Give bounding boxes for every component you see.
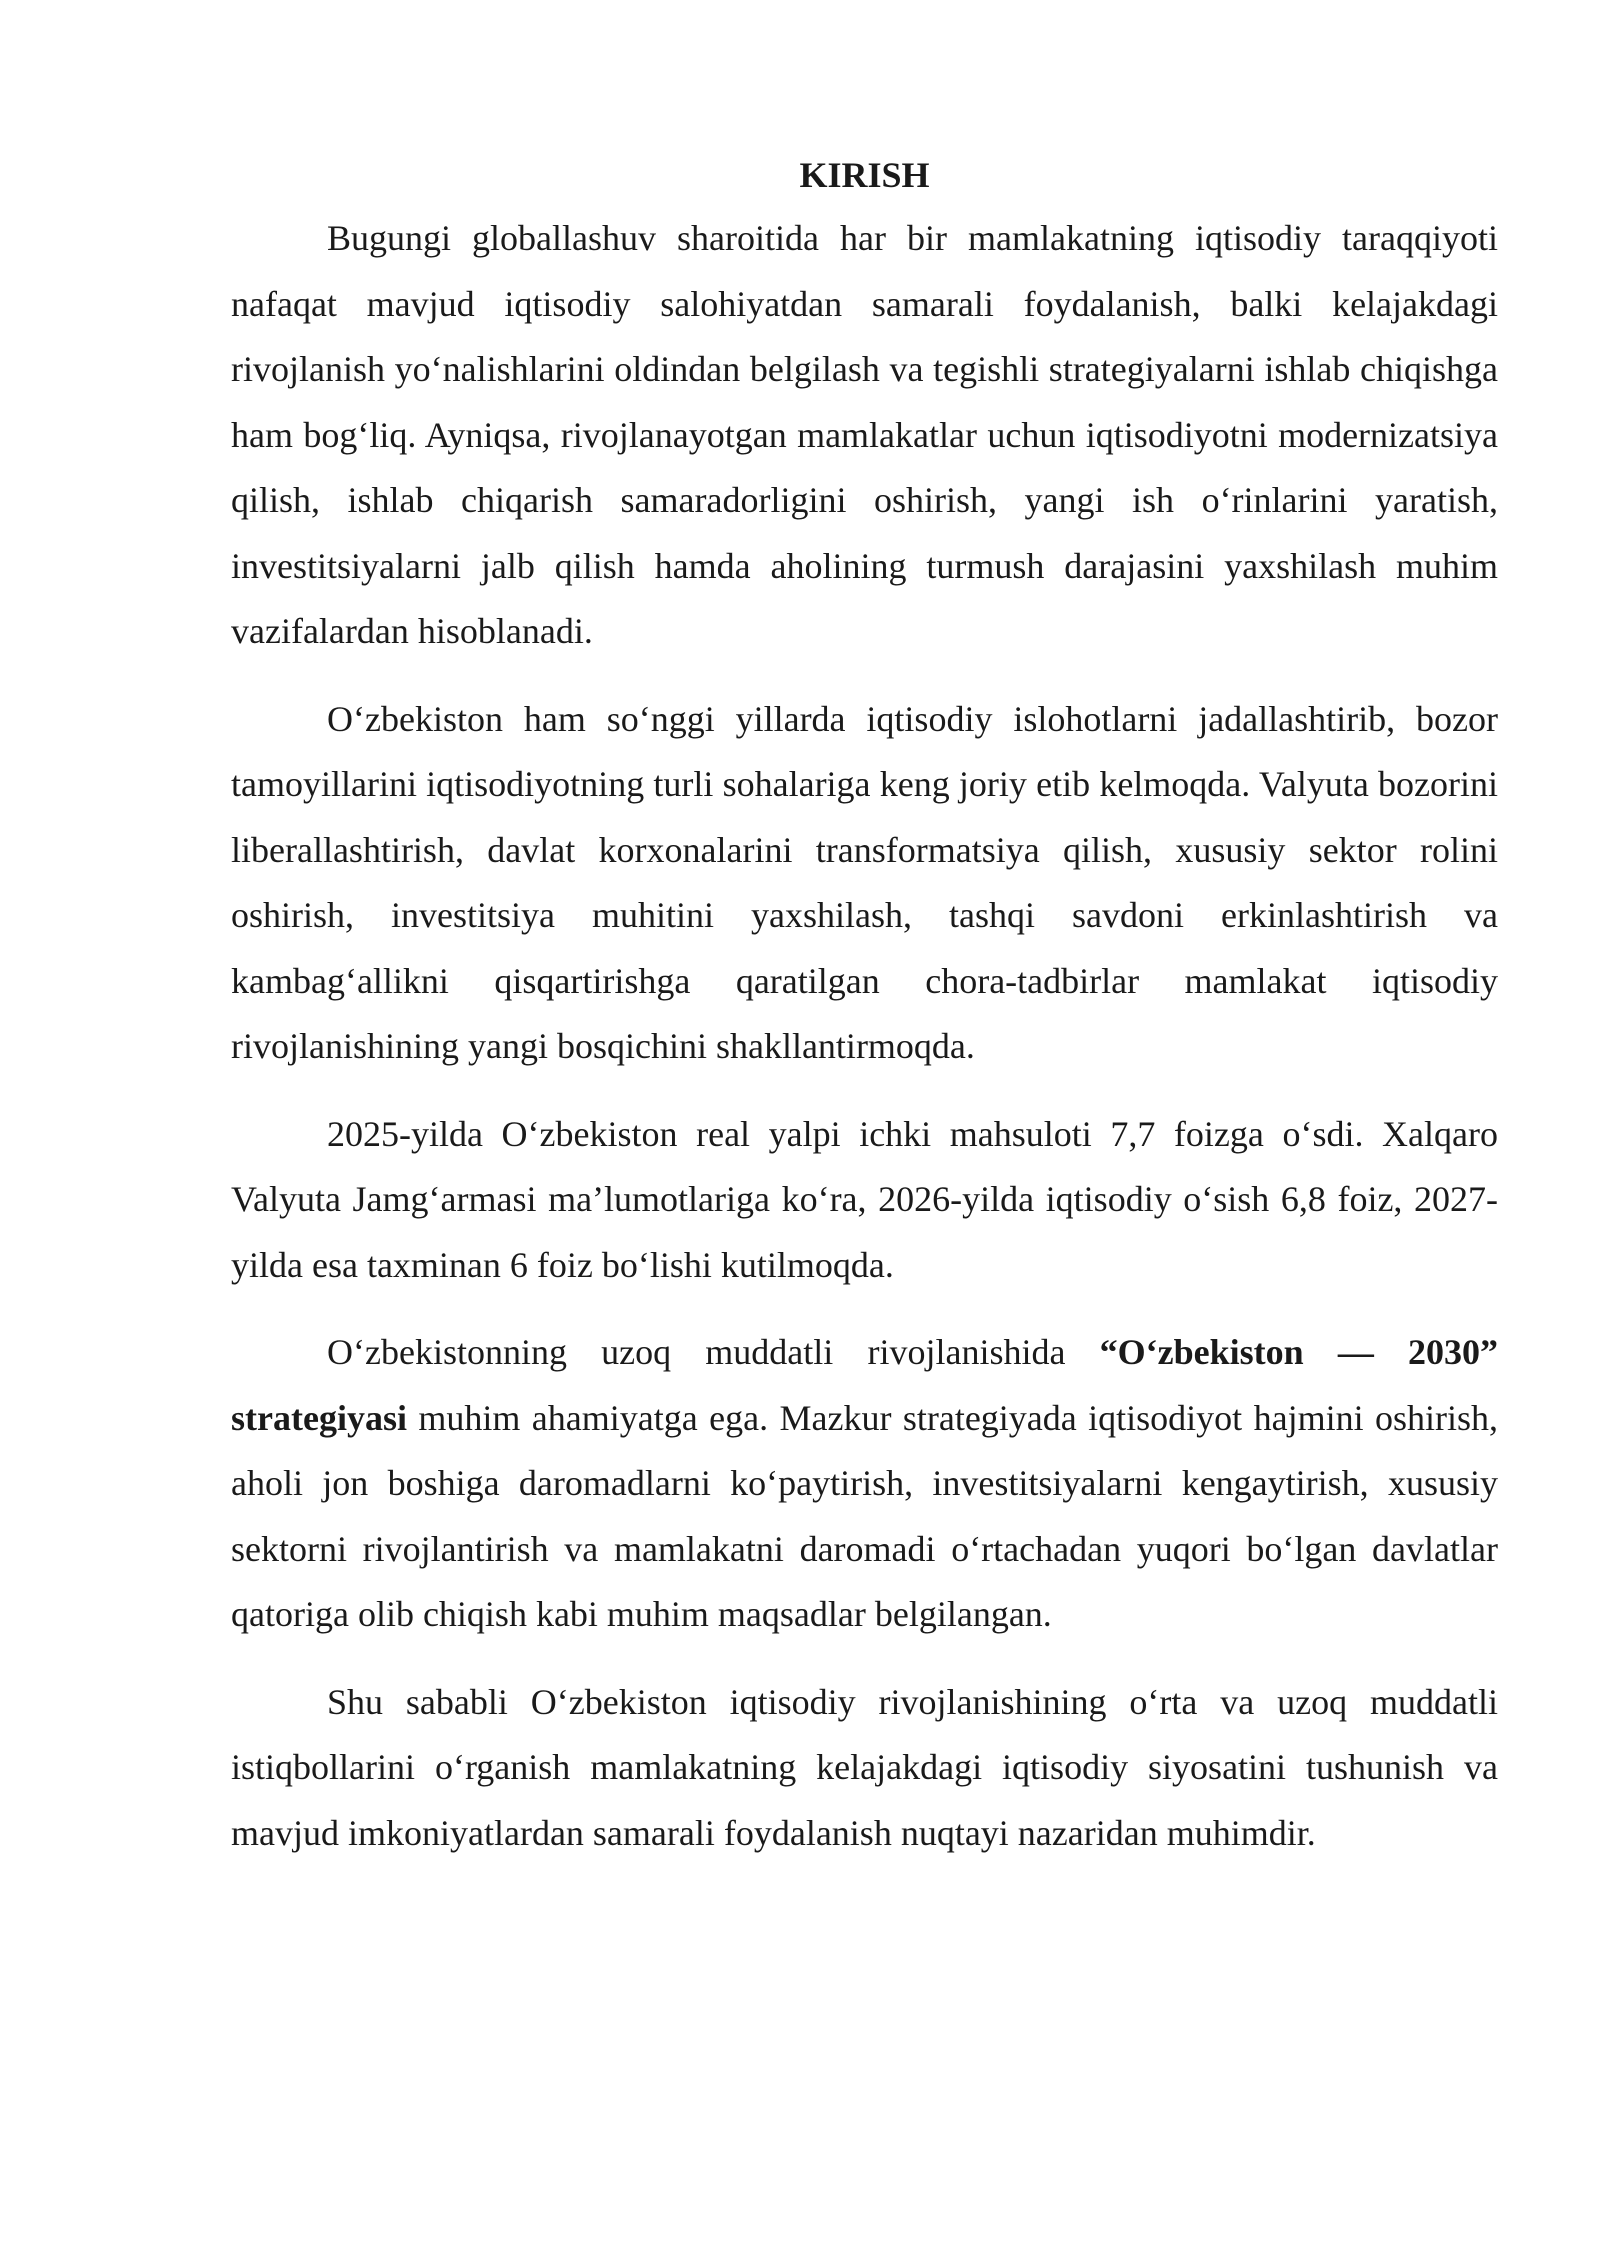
paragraph-strategy-2030 — [231, 1320, 1498, 1648]
strategy-text-before: O‘zbekistonning uzoq muddatli rivojlanishida — [327, 1332, 1100, 1372]
paragraph-gdp-growth: 2025-yilda O‘zbekiston real yalpi ichki mahsuloti 7,7 foizga o‘sdi. Xalqaro Valyuta Jamg‘armasi ma’lumotlariga ko‘ra, 2026-yilda iqtisodiy o‘sish 6,8 foiz, 2027-yilda esa taxminan 6 foiz bo‘lishi kutilmoqda. — [231, 1113, 1498, 1285]
strategy-text-after: muhim ahamiyatga ega. Mazkur strategiyada iqtisodiyot hajmini oshirish, aholi jon boshiga daromadlarni ko‘paytirish, investitsiyalarni kengaytirish, xususiy sektorni rivojlantirish va mamlakatni daromadi o‘rtachadan yuqori bo‘lgan davlatlar qatoriga olib chiqish kabi muhim maqsadlar belgilangan. — [231, 1397, 1498, 1634]
strategy-name-bold: “O‘zbekiston — 2030” strategiyasi — [231, 1332, 1499, 1438]
paragraph-conclusion: Shu sababli O‘zbekiston iqtisodiy rivojlanishining o‘rta va uzoq muddatli istiqbollarini o‘rganish mamlakatning kelajakdagi iqtisodiy siyosatini tushunish va mavjud imkoniyatlardan samarali foydalanish nuqtayi nazaridan muhimdir. — [231, 1681, 1498, 1853]
paragraph-reforms: O‘zbekiston ham so‘nggi yillarda iqtisodiy islohotlarni jadallashtirib, bozor tamoyillarini iqtisodiyotning turli sohalariga keng joriy etib kelmoqda. Valyuta bozorini liberallashtirish, davlat korxonalarini transformatsiya qilish, xususiy sektor rolini oshirish, investitsiya muhitini yaxshilash, tashqi savdoni erkinlashtirish va kambag‘allikni qisqartirishga qaratilgan chora-tadbirlar mamlakat iqtisodiy rivojlanishining yangi bosqichini shakllantirmoqda. — [231, 698, 1498, 1066]
page-title: KIRISH — [799, 155, 930, 195]
paragraph-intro: Bugungi globallashuv sharoitida har bir mamlakatning iqtisodiy taraqqiyoti nafaqat mavjud iqtisodiy salohiyatdan samarali foydalanish, balki kelajakdagi rivojlanish yo‘nalishlarini oldindan belgilash va tegishli strategiyalarni ishlab chiqishga ham bog‘liq. Ayniqsa, rivojlanayotgan mamlakatlar uchun iqtisodiyotni modernizatsiya qilish, ishlab chiqarish samaradorligini oshirish, yangi ish o‘rinlarini yaratish, investitsiyalarni jalb qilish hamda aholining turmush darajasini yaxshilash muhim vazifalardan hisoblanadi. — [231, 218, 1498, 651]
document-body — [231, 150, 1498, 1888]
